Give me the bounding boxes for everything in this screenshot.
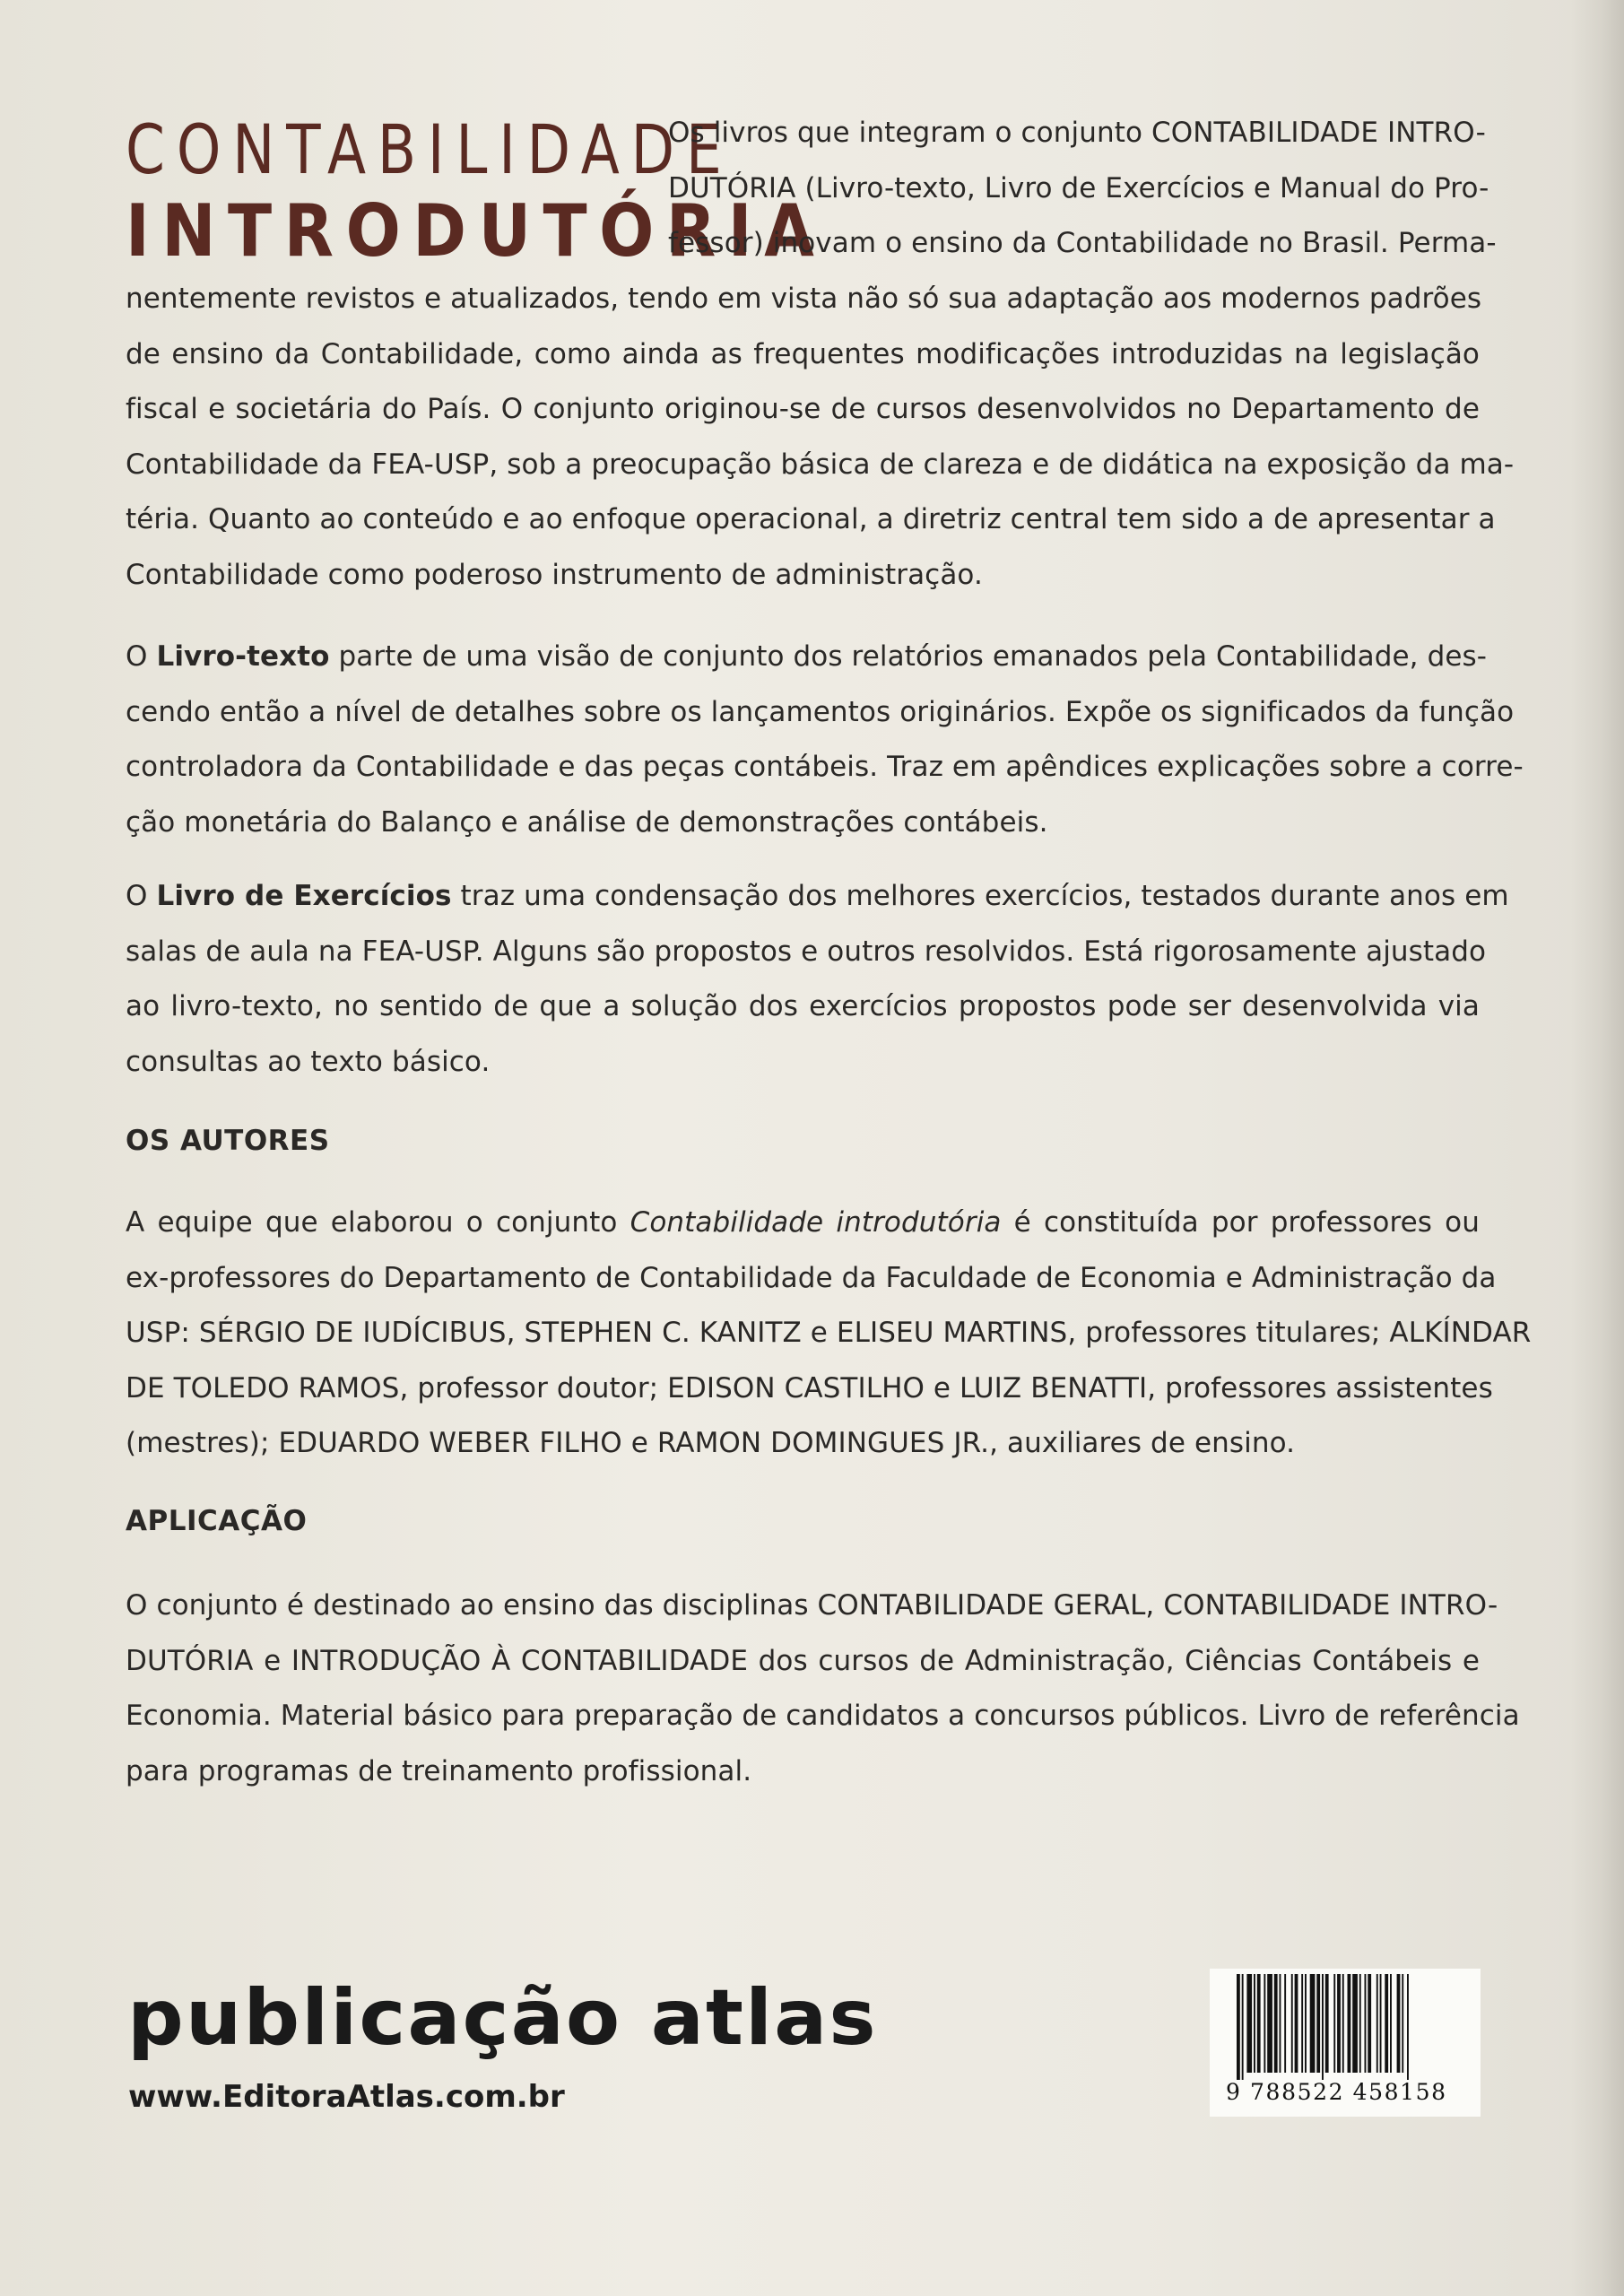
text-line: Os livros que integram o conjunto CONTABILIDADE INTRO-	[668, 117, 1486, 149]
barcode-bar	[1310, 1974, 1316, 2073]
intro-paragraph-head	[668, 106, 1497, 272]
barcode-bar	[1257, 1974, 1261, 2073]
text-line	[126, 1196, 1480, 1251]
barcode-bar	[1402, 1974, 1403, 2073]
lead-pre: O	[126, 640, 157, 673]
text-line: téria. Quanto ao conteúdo e ao enfoque operacional, a diretriz central tem sido a de apresentar a	[126, 503, 1496, 535]
book-title-italic: Contabilidade introdutória	[630, 1206, 1002, 1239]
publisher-logo: publicação atlas	[127, 1973, 878, 2063]
text-line: fiscal e societária do País. O conjunto originou-se de cursos desenvolvidos no Departamento de	[126, 393, 1480, 425]
barcode-bar	[1397, 1974, 1401, 2073]
barcode-bar	[1380, 1974, 1382, 2073]
barcode-bar	[1325, 1974, 1329, 2073]
text-line: nentemente revistos e atualizados, tendo em vista não só sua adaptação aos modernos padrões	[126, 283, 1482, 315]
isbn-barcode	[1210, 1969, 1481, 2117]
title-line-2: INTRODUTÓRIA	[126, 189, 827, 273]
text-line: Contabilidade da FEA-USP, sob a preocupação básica de clareza e de didática na exposição da ma-	[126, 448, 1515, 481]
line-post: é constituída por professores ou	[1001, 1206, 1480, 1239]
spine-shadow	[1570, 0, 1624, 2296]
barcode-bar	[1337, 1974, 1341, 2073]
title-line-1: CONTABILIDADE	[126, 109, 734, 189]
text-line	[126, 630, 1488, 685]
barcode-bar	[1264, 1974, 1265, 2073]
barcode-bar	[1322, 1974, 1324, 2080]
barcode-bar	[1284, 1974, 1286, 2073]
text-line: USP: SÉRGIO DE IUDÍCIBUS, STEPHEN C. KANITZ e ELISEU MARTINS, professores titulares; ALKÍNDAR	[126, 1317, 1532, 1349]
barcode-bar	[1301, 1974, 1303, 2073]
barcode-bar	[1295, 1974, 1298, 2073]
barcode-bar	[1274, 1974, 1278, 2073]
barcode-bar	[1359, 1974, 1361, 2073]
text-line: (mestres); EDUARDO WEBER FILHO e RAMON DOMINGUES JR., auxiliares de ensino.	[126, 1427, 1296, 1459]
barcode-bar	[1246, 1974, 1252, 2073]
barcode-bar	[1407, 1974, 1409, 2080]
barcode-bar	[1352, 1974, 1358, 2073]
text-line: para programas de treinamento profissional.	[126, 1754, 752, 1787]
text-line: ção monetária do Balanço e análise de demonstrações contábeis.	[126, 805, 1048, 839]
text-line: salas de aula na FEA-USP. Alguns são propostos e outros resolvidos. Está rigorosamente ajustado	[126, 935, 1487, 968]
text-line	[126, 869, 1509, 925]
barcode-bar	[1390, 1974, 1392, 2073]
text-line: DE TOLEDO RAMOS, professor doutor; EDISON CASTILHO e LUIZ BENATTI, professores assistentes	[126, 1371, 1493, 1405]
livro-exercicios-label: Livro de Exercícios	[156, 880, 452, 912]
text-line: O conjunto é destinado ao ensino das disciplinas CONTABILIDADE GERAL, CONTABILIDADE INTRO-	[126, 1589, 1498, 1622]
publisher-url[interactable]: www.EditoraAtlas.com.br	[128, 2079, 565, 2115]
text-line: DUTÓRIA (Livro-texto, Livro de Exercícios e Manual do Pro-	[668, 171, 1489, 204]
livro-exercicios-paragraph	[126, 869, 1509, 1090]
autores-heading: OS AUTORES	[126, 1125, 330, 1157]
lead-pre: O	[126, 880, 157, 912]
barcode-bar	[1254, 1974, 1255, 2073]
barcode-bar	[1333, 1974, 1335, 2073]
text-line: consultas ao texto básico.	[126, 1045, 491, 1078]
livro-texto-paragraph	[126, 630, 1524, 850]
text-line: DUTÓRIA e INTRODUÇÃO À CONTABILIDADE dos cursos de Administração, Ciências Contábeis e	[126, 1644, 1480, 1677]
barcode-bar	[1305, 1974, 1307, 2073]
barcode-bar	[1348, 1974, 1351, 2073]
book-title	[126, 109, 827, 273]
text-line: controladora da Contabilidade e das peças contábeis. Traz em apêndices explicações sobre a corre-	[126, 751, 1524, 783]
text-line: de ensino da Contabilidade, como ainda as frequentes modificações introduzidas na legislação	[126, 337, 1480, 370]
barcode-bar	[1237, 1974, 1240, 2080]
autores-paragraph	[126, 1196, 1532, 1472]
barcode-bar	[1376, 1974, 1378, 2073]
barcode-bar	[1342, 1974, 1344, 2073]
barcode-bars	[1237, 1974, 1452, 2080]
barcode-bar	[1242, 1974, 1244, 2080]
text-line: cendo então a nível de detalhes sobre os lançamentos originários. Expõe os significados da função	[126, 695, 1515, 728]
barcode-bar	[1291, 1974, 1293, 2073]
isbn-digits: 9 788522 458158	[1226, 2079, 1447, 2105]
line-rest: traz uma condensação dos melhores exercícios, testados durante anos em	[451, 880, 1509, 912]
barcode-bar	[1267, 1974, 1272, 2073]
barcode-bar	[1365, 1974, 1367, 2073]
text-line: ex-professores do Departamento de Contabilidade da Faculdade de Economia e Administração da	[126, 1261, 1497, 1294]
text-line: ao livro-texto, no sentido de que a solução dos exercícios propostos pode ser desenvolvida via	[126, 990, 1480, 1022]
text-line: Contabilidade como poderoso instrumento de administração.	[126, 558, 983, 591]
text-line: Economia. Material básico para preparação de candidatos a concursos públicos. Livro de referência	[126, 1700, 1520, 1732]
aplicacao-paragraph	[126, 1578, 1520, 1799]
aplicacao-heading: APLICAÇÃO	[126, 1505, 308, 1537]
barcode-bar	[1368, 1974, 1371, 2073]
barcode-bar	[1385, 1974, 1388, 2073]
barcode-bar	[1280, 1974, 1281, 2073]
livro-texto-label: Livro-texto	[156, 640, 330, 673]
line-rest: parte de uma visão de conjunto dos relatórios emanados pela Contabilidade, des-	[329, 640, 1488, 673]
intro-paragraph-body	[126, 272, 1515, 603]
line-pre: A equipe que elaborou o conjunto	[126, 1206, 630, 1239]
text-line: fessor) inovam o ensino da Contabilidade no Brasil. Perma-	[668, 227, 1497, 259]
barcode-bar	[1316, 1974, 1320, 2073]
